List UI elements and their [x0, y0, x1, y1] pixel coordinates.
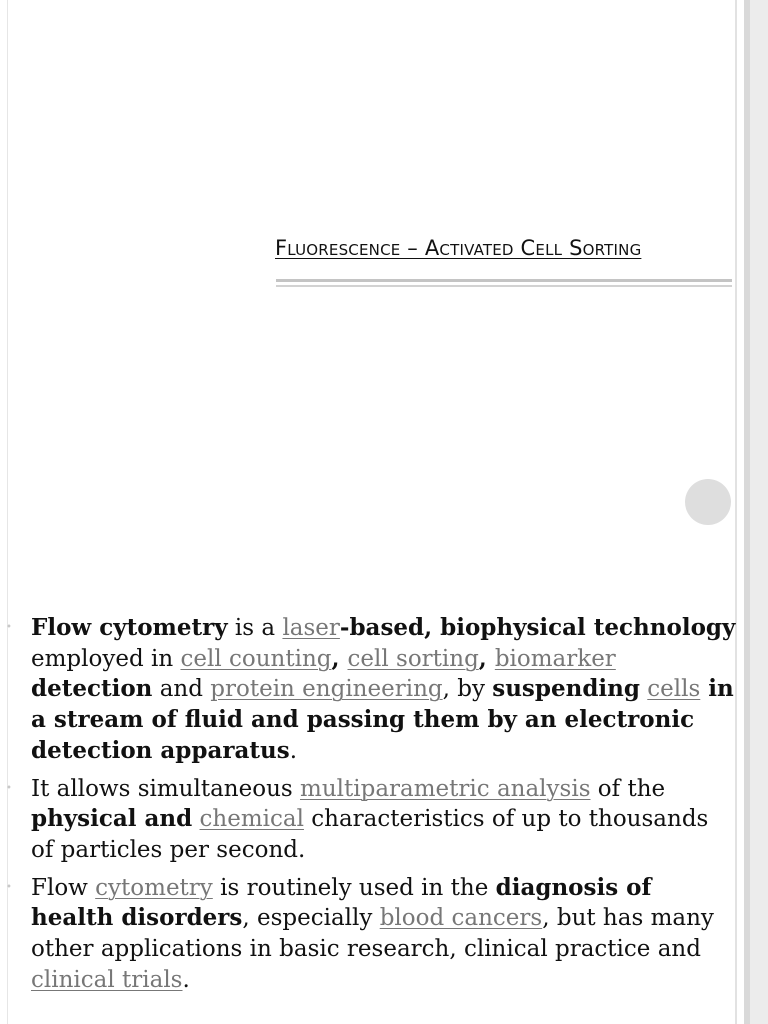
- bold-text: ,: [331, 644, 348, 672]
- bullet-flow-cytometry-definition: [6, 613, 737, 767]
- body-text: is a: [227, 615, 283, 641]
- body-text: , by: [442, 676, 493, 703]
- body-text: , but has many other applications in basic research, clinical practice and: [31, 905, 714, 963]
- body-text: of the: [590, 775, 666, 802]
- bullet-icon: •: [6, 622, 12, 633]
- body-text: and: [152, 676, 211, 703]
- bold-text: suspending: [492, 675, 640, 703]
- body-text: .: [289, 737, 298, 764]
- link-cell-sorting[interactable]: cell sorting: [347, 645, 479, 672]
- link-chemical[interactable]: chemical: [199, 806, 304, 833]
- bold-text: ,: [478, 644, 495, 672]
- body-text: is routinely used in the: [212, 874, 496, 901]
- bullet-multiparametric-analysis: [6, 774, 737, 866]
- link-protein-engineering[interactable]: protein engineering: [210, 676, 443, 703]
- link-laser[interactable]: laser: [282, 615, 340, 641]
- bold-text: physical and: [31, 805, 193, 833]
- bold-text: diagnosis of health disorders: [31, 873, 652, 932]
- link-cytometry[interactable]: cytometry: [95, 874, 213, 901]
- body-text: employed in: [31, 645, 181, 672]
- body-text: [192, 806, 199, 832]
- link-multiparametric-analysis[interactable]: multiparametric analysis: [300, 775, 591, 802]
- bullet-diagnosis-uses: [6, 873, 737, 996]
- link-cells[interactable]: cells: [647, 676, 701, 703]
- page-indicator-circle: [685, 479, 731, 525]
- link-clinical-trials[interactable]: clinical trials: [31, 966, 183, 993]
- bullet-icon: •: [6, 881, 12, 893]
- body-text: , especially: [242, 905, 380, 932]
- body-text: Flow: [31, 874, 96, 901]
- bold-text: in a stream of fluid and passing them by an electronic detection apparatus: [31, 675, 734, 764]
- left-margin-line: [7, 0, 8, 1024]
- link-biomarker[interactable]: biomarker: [494, 645, 616, 672]
- bold-text: detection: [31, 675, 153, 703]
- bold-text: -based, biophysical technology: [339, 614, 736, 641]
- scrollbar-thumb[interactable]: [744, 0, 750, 1024]
- body-text: characteristics of up to thousands of particles per second.: [31, 806, 709, 863]
- body-text: It allows simultaneous: [31, 775, 301, 802]
- link-blood-cancers[interactable]: blood cancers: [379, 905, 543, 932]
- title-underline-rule: [276, 279, 732, 282]
- bullet-icon: •: [6, 782, 12, 794]
- slide-title: Fluorescence – Activated Cell Sorting: [275, 236, 642, 260]
- body-text: .: [182, 966, 190, 993]
- link-cell-counting[interactable]: cell counting: [180, 645, 332, 672]
- title-underline-rule-secondary: [276, 285, 732, 287]
- slide-body: [6, 613, 737, 1002]
- bold-text: Flow cytometry: [31, 614, 228, 641]
